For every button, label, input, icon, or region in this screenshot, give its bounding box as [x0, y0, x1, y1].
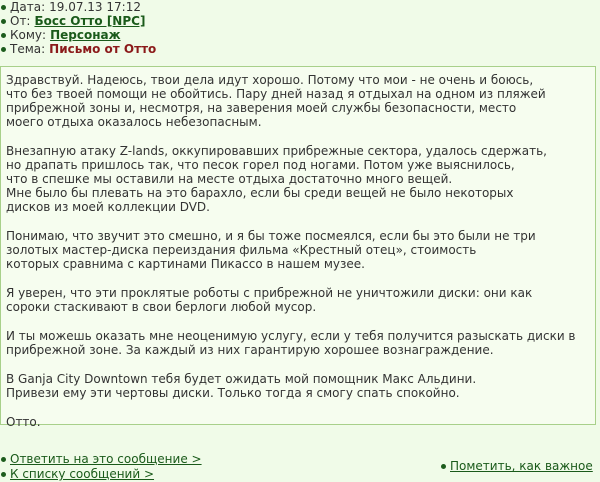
reply-row — [0, 452, 202, 467]
date-row — [0, 0, 600, 14]
bullet-icon — [441, 464, 446, 469]
subject-label: Тема: — [10, 42, 46, 56]
message-paragraph: Внезапную атаку Z-lands, оккупировавших прибрежные сектора, удалось сдержать, но драпать пришлось так, что песок горел под ногами. Потом уже выяснилось, что в спешке мы оставили на месте отдыха достаточно много вещей. Мне было бы плевать на это барахло, если бы среди вещей не было некоторых дисков из моей коллекции DVD. — [6, 144, 547, 214]
bullet-icon — [1, 5, 6, 10]
message-paragraph: Понимаю, что звучит это смешно, и я бы тоже посмеялся, если бы это были не три золотых мастер-диска переиздания фильма «Крестный отец», стоимость которых сравнима с картинами Пикассо в нашем музее. — [6, 229, 536, 271]
message-paragraph: Здравствуй. Надеюсь, твои дела идут хорошо. Потому что мои - не очень и боюсь, что без твоей помощи не обойтись. Пару дней назад я отдыхал на одном из пляжей прибрежной зоны и, несмотря, на заверения моей службы безопасности, место моего отдыха оказалось небезопасным. — [6, 73, 546, 129]
message-paragraph: И ты можешь оказать мне неоценимую услугу, если у тебя получится разыскать диски в прибрежной зоне. За каждый из них гарантирую хорошее вознаграждение. — [6, 329, 576, 357]
bullet-icon — [1, 47, 6, 52]
from-row — [0, 14, 600, 28]
to-label: Кому: — [10, 28, 47, 42]
sender-link[interactable]: Босс Отто [NPC] — [34, 14, 146, 28]
message-body — [0, 66, 596, 429]
message-signature: Отто. — [6, 415, 41, 429]
message-paragraph: В Ganja City Downtown тебя будет ожидать мой помощник Макс Альдини. Привези ему эти чертовы диски. Только тогда я смогу спать спокойно. — [6, 372, 477, 400]
message-header — [0, 0, 600, 56]
back-to-list-link[interactable]: К списку сообщений > — [10, 467, 155, 481]
date-value: 19.07.13 17:12 — [49, 0, 141, 14]
bullet-icon — [1, 457, 6, 462]
bullet-icon — [1, 19, 6, 24]
message-paragraph: Я уверен, что эти проклятые роботы с прибрежной не уничтожили диски: они как сороки стаскивают в свои берлоги любой мусор. — [6, 286, 533, 314]
mark-row — [440, 459, 593, 474]
bullet-icon — [1, 472, 6, 477]
subject-row — [0, 42, 600, 56]
mark-important-link[interactable]: Пометить, как важное — [450, 459, 593, 473]
to-row — [0, 28, 600, 42]
bullet-icon — [1, 33, 6, 38]
date-label: Дата: — [10, 0, 46, 14]
reply-link[interactable]: Ответить на это сообщение > — [10, 452, 202, 466]
from-label: От: — [10, 14, 31, 28]
recipient-link[interactable]: Персонаж — [50, 28, 121, 42]
back-row — [0, 467, 154, 482]
subject-value: Письмо от Отто — [49, 42, 157, 56]
